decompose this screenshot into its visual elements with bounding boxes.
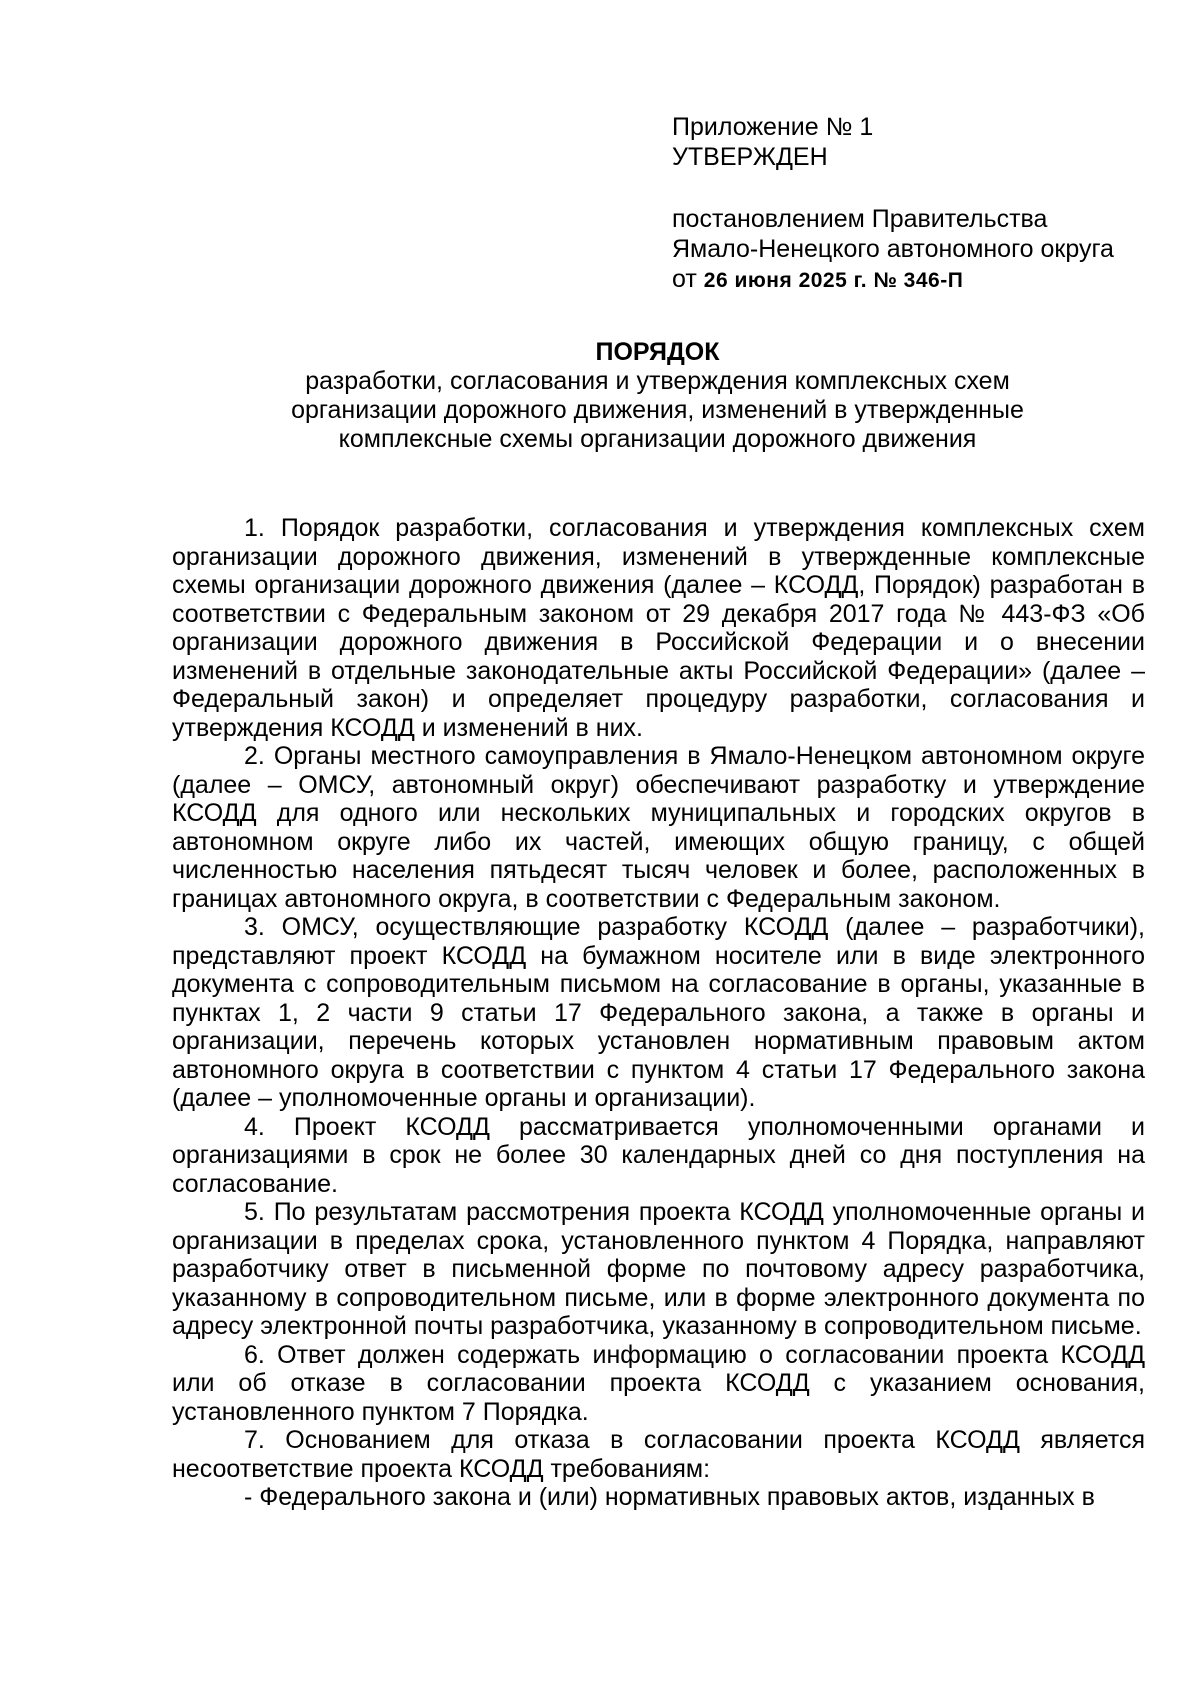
approval-by-line-2: Ямало-Ненецкого автономного округа	[672, 235, 1114, 263]
paragraph-7: 7. Основанием для отказа в согласовании проекта КСОДД является несоответствие проекта КСОДД требованиям:	[172, 1426, 1145, 1483]
approval-date: 26 июня 2025 г. № 346-П	[703, 269, 964, 292]
document-subtitle-line-1: разработки, согласования и утверждения комплексных схем	[305, 367, 1010, 395]
paragraph-3: 3. ОМСУ, осуществляющие разработку КСОДД (далее – разработчики), представляют проект КСОДД на бумажном носителе или в виде электронного документа с сопроводительным письмом на согласование в органы, указанные в пунктах 1, 2 части 9 статьи 17 Федерального закона, а также в органы и организации, перечень которых установлен нормативным правовым актом автономного округа в соответствии с пунктом 4 статьи 17 Федерального закона (далее – уполномоченные органы и организации).	[172, 913, 1145, 1112]
paragraph-4: 4. Проект КСОДД рассматривается уполномоченными органами и организациями в срок не более 30 календарных дней со дня поступления на согласование.	[172, 1112, 1145, 1198]
document-subtitle-line-3: комплексные схемы организации дорожного движения	[338, 425, 977, 453]
paragraph-6: 6. Ответ должен содержать информацию о согласовании проекта КСОДД или об отказе в согласовании проекта КСОДД с указанием основания, установленного пунктом 7 Порядка.	[172, 1340, 1145, 1426]
approval-stamp	[672, 112, 1172, 296]
date-prefix: от	[672, 265, 697, 293]
approval-by-line-1: постановлением Правительства	[672, 205, 1048, 233]
approved-label: УТВЕРЖДЕН	[672, 143, 828, 171]
document-title: ПОРЯДОК	[595, 338, 720, 366]
paragraph-1: 1. Порядок разработки, согласования и утверждения комплексных схем организации дорожного движения, изменений в утвержденные комплексные схемы организации дорожного движения (далее – КСОДД, Порядок) разработан в соответствии с Федеральным законом от 29 декабря 2017 года № 443-ФЗ «Об организации дорожного движения в Российской Федерации и о внесении изменений в отдельные законодательные акты Российской Федерации» (далее – Федеральный закон) и определяет процедуру разработки, согласования и утверждения КСОДД и изменений в них.	[172, 514, 1145, 742]
document-title-block	[170, 338, 1145, 454]
approval-date-line	[672, 264, 1172, 296]
appendix-label: Приложение № 1	[672, 113, 874, 141]
paragraph-5: 5. По результатам рассмотрения проекта КСОДД уполномоченные органы и организации в пределах срока, установленного пунктом 4 Порядка, направляют разработчику ответ в письменной форме по почтовому адресу разработчика, указанному в сопроводительном письме, или в форме электронного документа по адресу электронной почты разработчика, указанному в сопроводительном письме.	[172, 1198, 1145, 1340]
paragraph-2: 2. Органы местного самоуправления в Ямало-Ненецком автономном округе (далее – ОМСУ, автономный округ) обеспечивают разработку и утверждение КСОДД для одного или нескольких муниципальных и городских округов в автономном округе либо их частей, имеющих общую границу, с общей численностью населения пятьдесят тысяч человек и более, расположенных в границах автономного округа, в соответствии с Федеральным законом.	[172, 742, 1145, 913]
paragraph-7-item-1: - Федерального закона и (или) нормативных правовых актов, изданных в	[244, 1483, 1095, 1511]
document-body	[172, 514, 1145, 1512]
document-subtitle-line-2: организации дорожного движения, изменений в утвержденные	[291, 396, 1024, 424]
approval-spacer	[672, 172, 1172, 204]
